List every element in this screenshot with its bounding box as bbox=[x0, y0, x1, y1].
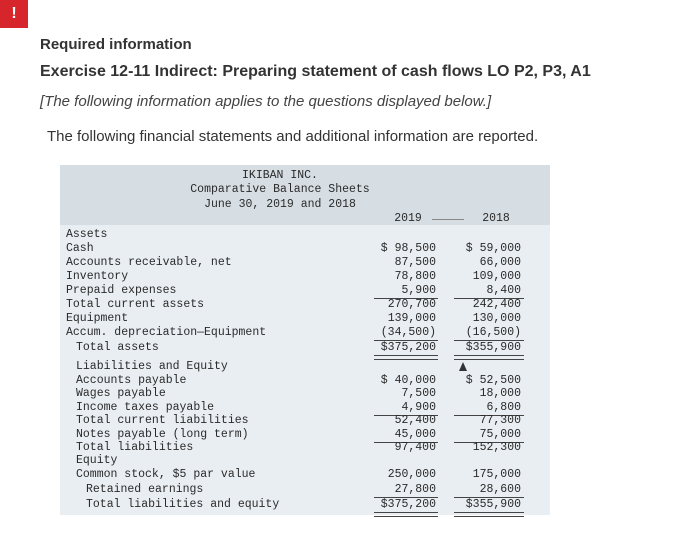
row-label: Equipment bbox=[66, 312, 129, 325]
value-2018: 18,000 bbox=[479, 387, 521, 400]
value-2019: $ 98,500 bbox=[380, 242, 436, 255]
alert-icon: ! bbox=[0, 0, 28, 28]
value-2019: 139,000 bbox=[387, 312, 436, 325]
value-2018: $ 52,500 bbox=[465, 374, 521, 387]
value-2018: 152,300 bbox=[472, 441, 521, 454]
column-header-2018: 2018 bbox=[482, 212, 510, 225]
value-2018: $355,900 bbox=[465, 341, 521, 354]
value-2018: 28,600 bbox=[479, 483, 521, 496]
sheet-title: Comparative Balance Sheets bbox=[190, 183, 370, 196]
row-label: Wages payable bbox=[76, 387, 166, 400]
row-label: Total liabilities and equity bbox=[86, 498, 280, 511]
column-header-2019: 2019 bbox=[394, 212, 422, 225]
value-2019: 45,000 bbox=[394, 428, 436, 441]
underline-2018 bbox=[454, 512, 524, 517]
balance-sheet bbox=[60, 165, 550, 515]
value-2019: $375,200 bbox=[380, 498, 436, 511]
value-2018: 77,300 bbox=[479, 414, 521, 427]
value-2019: 52,400 bbox=[394, 414, 436, 427]
row-label: Retained earnings bbox=[86, 483, 204, 496]
sheet-date: June 30, 2019 and 2018 bbox=[204, 198, 356, 211]
row-label: Equity bbox=[76, 454, 118, 467]
header-line bbox=[432, 219, 464, 220]
value-2018: 8,400 bbox=[486, 284, 521, 297]
mouse-cursor-icon bbox=[459, 362, 467, 371]
intro-text: The following financial statements and additional information are reported. bbox=[47, 128, 539, 145]
value-2018: 175,000 bbox=[472, 468, 521, 481]
row-label: Inventory bbox=[66, 270, 129, 283]
applies-note: [The following information applies to the questions displayed below.] bbox=[40, 93, 492, 110]
value-2018: (16,500) bbox=[465, 326, 521, 339]
value-2018: 66,000 bbox=[479, 256, 521, 269]
value-2019: 97,400 bbox=[394, 441, 436, 454]
value-2018: 6,800 bbox=[486, 401, 521, 414]
row-label: Assets bbox=[66, 228, 108, 241]
value-2019: $ 40,000 bbox=[380, 374, 436, 387]
value-2018: 75,000 bbox=[479, 428, 521, 441]
company-name: IKIBAN INC. bbox=[242, 169, 318, 182]
row-label: Total assets bbox=[76, 341, 159, 354]
value-2018: 130,000 bbox=[472, 312, 521, 325]
value-2019: $375,200 bbox=[380, 341, 436, 354]
exercise-title: Exercise 12-11 Indirect: Preparing statement of cash flows LO P2, P3, A1 bbox=[40, 63, 591, 80]
row-label: Total current liabilities bbox=[76, 414, 249, 427]
underline-2018 bbox=[454, 355, 524, 360]
row-label: Common stock, $5 par value bbox=[76, 468, 256, 481]
value-2019: 7,500 bbox=[401, 387, 436, 400]
value-2019: 27,800 bbox=[394, 483, 436, 496]
value-2018: 109,000 bbox=[472, 270, 521, 283]
row-label: Cash bbox=[66, 242, 94, 255]
value-2019: 87,500 bbox=[394, 256, 436, 269]
row-label: Income taxes payable bbox=[76, 401, 215, 414]
row-label: Total current assets bbox=[66, 298, 205, 311]
underline-2019 bbox=[374, 355, 438, 360]
value-2018: 242,400 bbox=[472, 298, 521, 311]
value-2019: 270,700 bbox=[387, 298, 436, 311]
row-label: Notes payable (long term) bbox=[76, 428, 249, 441]
row-label: Prepaid expenses bbox=[66, 284, 177, 297]
row-label: Total liabilities bbox=[76, 441, 194, 454]
row-label: Accounts payable bbox=[76, 374, 187, 387]
required-information-heading: Required information bbox=[40, 36, 192, 53]
value-2019: 250,000 bbox=[387, 468, 436, 481]
value-2018: $355,900 bbox=[465, 498, 521, 511]
row-label: Accum. depreciation—Equipment bbox=[66, 326, 267, 339]
value-2019: (34,500) bbox=[380, 326, 436, 339]
underline-2019 bbox=[374, 512, 438, 517]
value-2019: 5,900 bbox=[401, 284, 436, 297]
value-2019: 4,900 bbox=[401, 401, 436, 414]
row-label: Liabilities and Equity bbox=[76, 360, 228, 373]
value-2018: $ 59,000 bbox=[465, 242, 521, 255]
row-label: Accounts receivable, net bbox=[66, 256, 232, 269]
value-2019: 78,800 bbox=[394, 270, 436, 283]
